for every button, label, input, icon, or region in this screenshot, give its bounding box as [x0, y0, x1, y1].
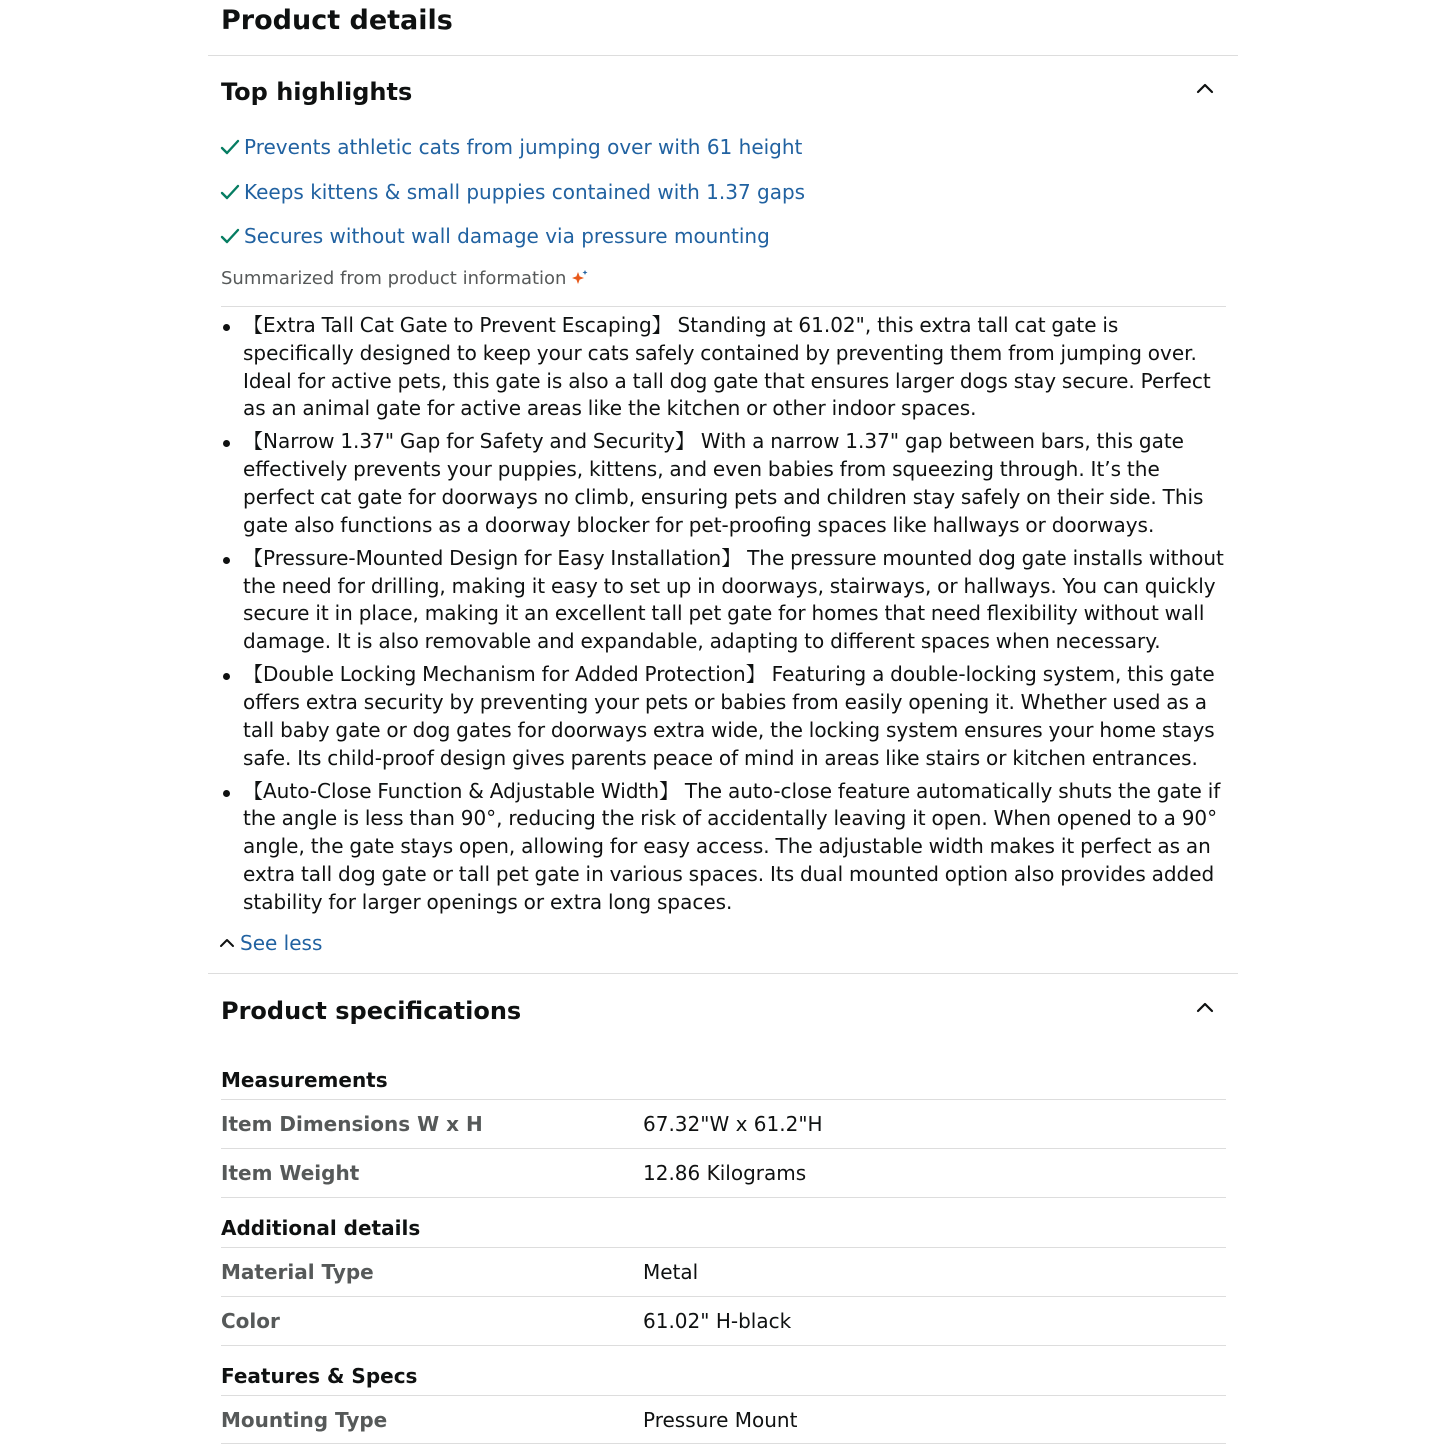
feature-bullet-text: 【Pressure-Mounted Design for Easy Installation】 The pressure mounted dog gate installs without the need for drilling, making it easy to set up in doorways, stairways, or hallways. You can quickly secure it in place, making it an excellent tall pet gate for homes that need flexibility without wall damage. It is also removable and expandable, adapting to different spaces when necessary.: [243, 545, 1224, 654]
see-less-text: See less: [240, 931, 323, 955]
spec-divider: [221, 1443, 1226, 1444]
checkmark-icon: [219, 136, 241, 158]
see-less-link[interactable]: [219, 928, 322, 958]
highlight-item: [219, 132, 802, 162]
spec-divider: [221, 1197, 1226, 1198]
feature-bullet: [243, 545, 1233, 656]
product-specifications-title: Product specifications: [221, 997, 522, 1025]
feature-bullet-text: 【Auto-Close Function & Adjustable Width】 The auto-close feature automatically shuts the gate if the angle is less than 90°, reducing the risk of accidentally leaving it open. When opened to a 90° angle, the gate stays open, allowing for easy access. The adjustable width makes it perfect as an extra tall dog gate or tall pet gate in various spaces. Its dual mounted option also provides added stability for larger openings or extra long spaces.: [243, 778, 1221, 914]
checkmark-icon: [219, 225, 241, 247]
spec-divider: [221, 1247, 1226, 1248]
chevron-up-icon[interactable]: [1193, 76, 1217, 100]
spec-label: Item Dimensions W x H: [221, 1112, 483, 1136]
bullet-dot: [223, 324, 230, 331]
spec-value: 61.02" H-black: [643, 1309, 792, 1333]
feature-bullet-text: 【Extra Tall Cat Gate to Prevent Escaping】 Standing at 61.02", this extra tall cat gate is specifically designed to keep your cats safely contained by preventing them from jumping over. Ideal for active pets, this gate is also a tall dog gate that ensures larger dogs stay secure. Perfect as an animal gate for active areas like the kitchen or other indoor spaces.: [243, 313, 1211, 421]
checkmark-icon: [219, 181, 241, 203]
feature-bullet: [243, 428, 1233, 539]
bullet-dot: [223, 440, 230, 447]
summary-text: Summarized from product information: [221, 267, 567, 289]
highlight-item: [219, 177, 805, 207]
spec-group-title: Features & Specs: [221, 1364, 418, 1388]
highlight-text: Secures without wall damage via pressure mounting: [244, 224, 770, 248]
feature-bullet: [243, 661, 1233, 772]
spec-value: Pressure Mount: [643, 1408, 798, 1432]
spec-divider: [221, 1395, 1226, 1396]
spec-divider: [221, 1148, 1226, 1149]
highlight-text: Keeps kittens & small puppies contained with 1.37 gaps: [244, 180, 806, 204]
top-highlights-title: Top highlights: [221, 78, 413, 106]
chevron-up-icon: [219, 935, 235, 951]
spec-group-title: Measurements: [221, 1068, 388, 1092]
section-divider: [208, 55, 1238, 56]
bullet-dot: [223, 673, 230, 680]
feature-bullet: [243, 778, 1233, 917]
spec-divider: [221, 1296, 1226, 1297]
spec-divider: [221, 1099, 1226, 1100]
feature-bullet-text: 【Narrow 1.37" Gap for Safety and Security】 With a narrow 1.37" gap between bars, this gate effectively prevents your puppies, kittens, and even babies from squeezing through. It’s the perfect cat gate for doorways no climb, ensuring pets and children stay safely on their side. This gate also functions as a doorway blocker for pet-proofing spaces like hallways or doorways.: [243, 429, 1204, 537]
highlights-divider: [221, 306, 1226, 307]
chevron-up-icon[interactable]: [1193, 995, 1217, 1019]
feature-bullet-text: 【Double Locking Mechanism for Added Protection】 Featuring a double-locking system, this gate offers extra security by preventing your pets or babies from easily opening it. Whether used as a tall baby gate or dog gates for doorways extra wide, the locking system ensures your home stays safe. Its child-proof design gives parents peace of mind in areas like stairs or kitchen entrances.: [243, 662, 1215, 770]
bullet-dot: [223, 790, 230, 797]
spec-label: Item Weight: [221, 1161, 360, 1185]
highlight-text: Prevents athletic cats from jumping over with 61 height: [244, 135, 803, 159]
spec-value: 12.86 Kilograms: [643, 1161, 807, 1185]
summary-note: [221, 264, 589, 292]
spec-value: 67.32"W x 61.2"H: [643, 1112, 823, 1136]
spec-label: Color: [221, 1309, 280, 1333]
highlight-item: [219, 221, 770, 251]
section-divider: [208, 973, 1238, 974]
feature-bullet: [243, 312, 1233, 423]
spec-value: Metal: [643, 1260, 699, 1284]
spec-label: Material Type: [221, 1260, 374, 1284]
feature-bullet-list: [243, 312, 1233, 922]
bullet-dot: [223, 557, 230, 564]
spec-group-title: Additional details: [221, 1216, 421, 1240]
page-title: Product details: [221, 5, 453, 36]
ai-sparkle-icon: [571, 269, 589, 287]
spec-label: Mounting Type: [221, 1408, 388, 1432]
spec-divider: [221, 1345, 1226, 1346]
